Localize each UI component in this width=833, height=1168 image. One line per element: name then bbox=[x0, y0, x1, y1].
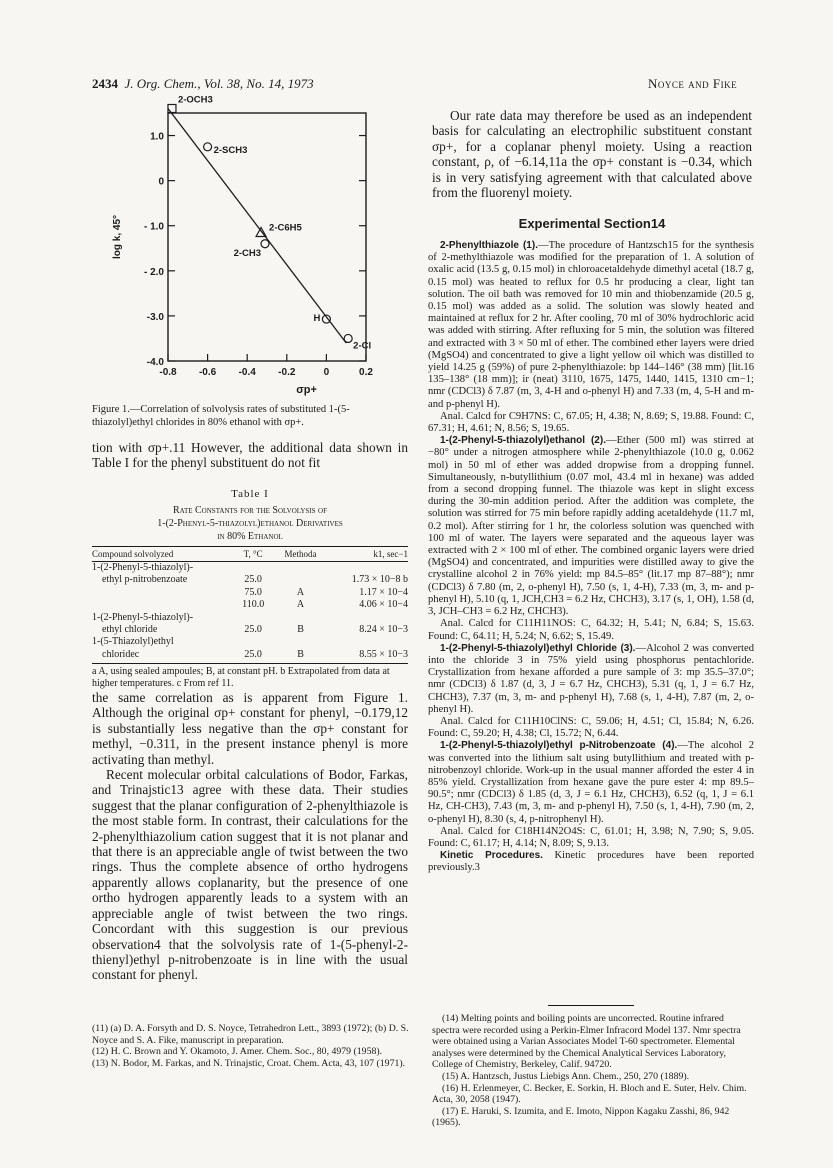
table-cell bbox=[275, 574, 326, 586]
table-cell bbox=[275, 562, 326, 575]
table-row bbox=[92, 624, 408, 636]
table-cell: A bbox=[296, 586, 305, 598]
left-paragraph-3: Recent molecular orbital calculations of Bodor, Farkas, and Trinajstic13 agree with these data. Their studies suggest that the planar configuration of 2-phenylthiazole is the most stable form. In contrast, their calculations for the 2-phenylthiazolium cation suggest that it is not planar and that there is an appreciable angle of twist between the two rings. Thus the complete absence of ortho hydrogens apparently allows coplanarity, but the presence of one ortho hydrogen apparently leads to a system with an appreciable angle of twist between the two rings. Concordant with this suggestion is our previous observation4 that the solvolysis rate of 1-(5-phenyl-2-thienyl)ethyl p-nitrobenzoate is in line with the usual constant for phenyl. bbox=[92, 767, 408, 983]
table-cell: 8.55 × 10−3 bbox=[326, 649, 408, 664]
data-point bbox=[204, 143, 212, 151]
point-label: 2-Cl bbox=[353, 340, 372, 352]
y-tick-label: -4.0 bbox=[146, 357, 164, 368]
journal-citation: J. Org. Chem., Vol. 38, No. 14, 1973 bbox=[124, 76, 314, 91]
column-header: T, °C bbox=[231, 547, 275, 562]
point-label: 2-OCH3 bbox=[177, 94, 213, 106]
correlation-chart bbox=[98, 94, 398, 403]
footnote: (16) H. Erlenmeyer, C. Becker, E. Sorkin, H. Bloch and E. Suter, Helv. Chim. Acta, 30, 2058 (1947). bbox=[432, 1082, 747, 1106]
experimental-text: —Alcohol 2 was converted into the chloride 3 in 75% yield using phosphorus pentachloride. Crystallization from hexane afforded a pure sample of 3: mp 35.5–37.0°; nmr (CDCl3) δ 1.87 (d, 3, J = 6.7 Hz, CHCH3), 5.31 (q, 1, J = 6.7 Hz, CHCH3), 7.37 (m, 3, m- and p-phenyl H), 7.68 (s, 1, 4-H), 7.87 (m, 2, o-phenyl H). bbox=[428, 642, 754, 715]
table-cell bbox=[92, 599, 231, 611]
compound-heading: Kinetic Procedures. bbox=[440, 850, 543, 862]
left-footnotes bbox=[92, 1023, 412, 1069]
x-tick-label: -0.6 bbox=[198, 367, 217, 378]
experimental-text: Anal. Calcd for C18H14N2O4S: C, 61.01; H, 3.98; N, 7.90; S, 9.05. Found: C, 61.17; H, 4.14; N, 8.09; S, 9.13. bbox=[428, 825, 754, 849]
right-paragraph-1: Our rate data may therefore be used as an independent basis for calculating an electrophilic substituent constant σp+, for a coplanar phenyl moiety. Using a reaction constant, ρ, of −6.14,11a the σp+ constant is −0.34, which is in very satisfying agreement with that calculated above from the fluorenyl moiety. bbox=[432, 108, 752, 201]
table-cell bbox=[231, 562, 275, 575]
left-paragraph-1: tion with σp+.11 However, the additional data shown in Table I for the phenyl substituent do not fit bbox=[92, 440, 408, 471]
experimental-paragraph bbox=[428, 643, 754, 716]
experimental-paragraph bbox=[428, 435, 754, 618]
table-cell: 1.73 × 10−8 b bbox=[351, 574, 408, 586]
point-label: H bbox=[313, 313, 321, 325]
experimental-paragraph bbox=[428, 618, 754, 642]
table-caption-line: Rate Constants for the Solvolysis of bbox=[173, 505, 327, 516]
table-body bbox=[92, 562, 408, 664]
experimental-paragraph bbox=[428, 411, 754, 435]
experimental-paragraph bbox=[428, 240, 754, 411]
table-cell: B bbox=[297, 624, 304, 636]
data-point bbox=[344, 334, 352, 342]
table-cell bbox=[275, 636, 326, 648]
table-row bbox=[92, 574, 408, 586]
table-row bbox=[92, 649, 408, 664]
footnote: (11) (a) D. A. Forsyth and D. S. Noyce, Tetrahedron Lett., 3893 (1972); (b) D. S. Noyce and S. A. Fike, manuscript in preparation. bbox=[92, 1023, 409, 1046]
point-label: 2-CH3 bbox=[233, 247, 262, 259]
experimental-text: —The alcohol 2 was converted into the lithium salt using butyllithium and treated with p-nitrobenzoyl chloride. Work-up in the usual manner afforded the ester 4 in 85% yield. Crystallization from hexane gave the pure ester 4: mp 89.5–90.5°; nmr (CDCl3) δ 1.85 (d, 3, J = 6.1 Hz, CHCH3), 6.52 (q, 1, J = 6.1 Hz, CH-CH3), 7.43 (m, 3, m- and p-phenyl H), 7.50 (s, 1, 4-H), 7.90 (m, 2, o-phenyl H), 8.30 (s, 4, p-nitrophenyl H). bbox=[428, 740, 754, 825]
table-cell: chloridec bbox=[92, 649, 231, 664]
table-row bbox=[92, 562, 408, 575]
table-cell: 25.0 bbox=[231, 649, 275, 664]
figure-caption: Figure 1.—Correlation of solvolysis rates of substituted 1-(5-thiazolyl)ethyl chlorides in 80% ethanol with σp+. bbox=[92, 404, 350, 428]
data-point bbox=[168, 104, 176, 112]
left-body-text bbox=[92, 690, 408, 983]
left-paragraph-2: the same correlation as is apparent from Figure 1. Although the original σp+ constant for phenyl, −0.179,12 is substantially less negative than the σp+ constant for methyl, −0.311, in the present instance phenyl is more activating than methyl. bbox=[92, 690, 408, 767]
point-label: 2-SCH3 bbox=[213, 144, 248, 156]
table-footnote: a A, using sealed ampoules; B, at constant pH. b Extrapolated from data at higher temperatures. c From ref 11. bbox=[92, 666, 390, 690]
x-tick-label: -0.2 bbox=[278, 367, 296, 378]
page-number: 2434 bbox=[92, 76, 118, 91]
table-row bbox=[92, 587, 408, 599]
table-row bbox=[92, 599, 408, 611]
table-cell: 110.0 bbox=[242, 599, 265, 611]
compound-heading: 1-(2-Phenyl-5-thiazolyl)ethanol (2). bbox=[440, 435, 606, 447]
table-cell: 1-(2-Phenyl-5-thiazolyl)- bbox=[92, 562, 194, 573]
experimental-text: —Ether (500 ml) was stirred at −80° under a nitrogen atmosphere while 2-phenylthiazole (10.0 g, 0.062 mol) in 50 ml of ether was added dropwise from a dropping funnel. Simultaneously, n-butyllithium (0.07 mol, 43.4 ml in hexane) was added from a second dropping funnel. The thiazole was kept in slight excess during the 30-min addition period. After the addition was complete, the solution was stirred for 75 min before rapidly adding acetaldehyde (11.7 ml, 0.2 mol). After stirring for 1 hr, the colorless solution was quenched with 100 ml of water. The layers were separated and the aqueous layer was extracted with 2 × 100 ml of ether. The combined organic layers were dried (MgSO4) and concentrated, and impurities were distilled away to give the crystalline alcohol 2 in 76% yield: mp 84.5–85° (lit.17 mp 87–88°); nmr (CDCl3) δ 7.80 (m, 2, o-phenyl H), 7.50 (s, 1, 4-H), 7.33 (m, 3, m- and p-phenyl H), 5.10 (q, 1, JCH,CH3 = 6.2 Hz, CHCH3), 3.17 (s, 1, OH), 1.58 (d, 3, JCH–CH3 = 6.2 Hz, CHCH3). bbox=[428, 435, 754, 618]
footnote-rule bbox=[548, 1005, 634, 1006]
x-tick-label: 0.2 bbox=[359, 367, 373, 378]
column-header: Methoda bbox=[275, 547, 326, 562]
table-cell bbox=[275, 612, 326, 624]
table-cell bbox=[326, 562, 408, 575]
table-caption bbox=[92, 504, 408, 543]
table-cell: 1.17 × 10−4 bbox=[359, 586, 408, 598]
footnote: (13) N. Bodor, M. Farkas, and N. Trinajstic, Croat. Chem. Acta, 43, 107 (1971). bbox=[92, 1057, 406, 1069]
table-cell bbox=[326, 636, 408, 648]
x-tick-label: 0 bbox=[323, 367, 330, 378]
y-tick-label: -3.0 bbox=[146, 311, 164, 323]
table-row bbox=[92, 636, 408, 648]
table-caption-line: in 80% Ethanol bbox=[217, 531, 283, 542]
experimental-heading: Experimental Section14 bbox=[518, 216, 666, 231]
experimental-paragraph bbox=[428, 716, 754, 740]
rate-constants-table bbox=[92, 546, 408, 664]
experimental-paragraph bbox=[428, 850, 754, 874]
running-authors: Noyce and Fike bbox=[648, 76, 738, 91]
footnote: (17) E. Haruki, S. Izumita, and E. Imoto, Nippon Kagaku Zasshi, 86, 942 (1965). bbox=[432, 1105, 730, 1129]
experimental-paragraph bbox=[428, 740, 754, 825]
table-1 bbox=[92, 488, 408, 690]
experimental-paragraph bbox=[428, 826, 754, 850]
compound-heading: 2-Phenylthiazole (1). bbox=[440, 240, 538, 251]
column-header: Compound solvolyzed bbox=[92, 547, 231, 562]
table-cell: ethyl chloride bbox=[102, 624, 158, 636]
table-cell: 8.24 × 10−3 bbox=[359, 624, 408, 636]
table-caption-line: 1-(2-Phenyl-5-thiazolyl)ethanol Derivatives bbox=[157, 518, 343, 529]
table-cell: 1-(5-Thiazolyl)ethyl bbox=[92, 636, 174, 648]
table-cell: 75.0 bbox=[244, 586, 262, 598]
y-tick-label: - 1.0 bbox=[143, 221, 164, 233]
table-cell bbox=[92, 587, 231, 599]
column-header: k1, sec−1 bbox=[326, 547, 408, 562]
y-tick-label: 1.0 bbox=[150, 131, 164, 143]
y-tick-label: 0 bbox=[158, 176, 164, 188]
experimental-section bbox=[428, 240, 754, 875]
table-cell bbox=[326, 612, 408, 624]
fit-line bbox=[168, 108, 346, 342]
table-cell: 25.0 bbox=[244, 574, 262, 586]
table-cell bbox=[231, 612, 275, 624]
y-tick-label: - 2.0 bbox=[143, 266, 164, 278]
point-label: 2-C6H5 bbox=[269, 222, 302, 234]
table-cell: 4.06 × 10−4 bbox=[359, 599, 408, 611]
table-title: Table I bbox=[231, 488, 269, 500]
table-cell: 25.0 bbox=[244, 624, 262, 636]
compound-heading: 1-(2-Phenyl-5-thiazolyl)ethyl p-Nitrobenzoate (4). bbox=[440, 740, 678, 752]
compound-heading: 1-(2-Phenyl-5-thiazolyl)ethyl Chloride (3). bbox=[440, 642, 636, 654]
footnote: (14) Melting points and boiling points are uncorrected. Routine infrared spectra were recorded using a Perkin-Elmer Infracord Model 137. Nmr spectra were obtained using a Varian Associates Model T-60 spectrometer. Elemental analyses were determined by the Chemical Analytical Services Laboratory, College of Chemistry, Berkeley, Calif. 94720. bbox=[432, 1013, 741, 1071]
x-tick-label: -0.4 bbox=[238, 367, 256, 378]
experimental-text: Kinetic procedures have been reported previously.3 bbox=[428, 850, 754, 874]
footnote: (12) H. C. Brown and Y. Okamoto, J. Amer. Chem. Soc., 80, 4979 (1958). bbox=[92, 1046, 383, 1058]
data-point bbox=[261, 240, 269, 248]
experimental-text: —The procedure of Hantzsch15 for the synthesis of 2-methylthiazole was modified for the preparation of 1. A solution of oxalic acid (13.5 g, 0.15 mol) in chloroacetaldehyde dimethyl acetal (18.7 g, 0.15 mol) was heated to reflux for 0.5 hr producing a clear, light tan solution. The oil bath was removed for 10 min and thiobenzamide (20.5 g, 0.15 mol) was added as a solid. The solution was slowly heated and maintained at reflux for 2 hr. After cooling, 70 ml of 30% hydrochloric acid was added with stirring. After refluxing for 5 min, the solution was filtered and extracted with 3 × 50 ml of ether. The combined ether layers were dried (MgSO4) and concentrated to give a light yellow oil which was distilled to yield 14.25 g (59%) of pure 2-phenylthiazole: bp 144–146° (38 mm) [lit.16 135–138° (18 mm)]; ir (neat) 3110, 1675, 1475, 1440, 1415, 1310 cm−1; nmr (CDCl3) δ 7.87 (m, 3, 4-H and o-phenyl H) and 7.33 (m, 4, 5-H and m- and p-phenyl H). bbox=[428, 240, 755, 410]
experimental-text: Anal. Calcd for C11H10ClNS: C, 59.06; H, 4.51; Cl, 15.84; N, 6.26. Found: C, 59.20; H, 4.38; Cl, 15.72; N, 6.44. bbox=[428, 715, 754, 740]
experimental-text: Anal. Calcd for C11H11NOS: C, 64.32; H, 5.41; N, 6.84; S, 15.63. Found: C, 64.11; H, 5.24; N, 6.62; S, 15.49. bbox=[428, 618, 754, 642]
x-axis-label: σp+ bbox=[296, 384, 317, 396]
table-cell: A bbox=[296, 599, 305, 611]
table-cell: B bbox=[275, 649, 326, 664]
table-cell bbox=[231, 636, 275, 648]
footnote: (15) A. Hantzsch, Justus Liebigs Ann. Chem., 250, 270 (1889). bbox=[442, 1070, 690, 1082]
y-axis-label: log k, 45° bbox=[112, 214, 123, 260]
table-cell: 1-(2-Phenyl-5-thiazolyl)- bbox=[92, 611, 194, 623]
x-tick-label: -0.8 bbox=[159, 367, 177, 378]
experimental-text: Anal. Calcd for C9H7NS: C, 67.05; H, 4.38; N, 8.69; S, 19.88. Found: C, 67.31; H, 4.61; N, 8.56; S, 19.65. bbox=[428, 410, 754, 435]
right-footnotes bbox=[432, 1013, 754, 1129]
table-row bbox=[92, 612, 408, 624]
table-cell: ethyl p-nitrobenzoate bbox=[102, 574, 188, 586]
running-header bbox=[92, 76, 314, 92]
table-header-row bbox=[92, 547, 408, 562]
